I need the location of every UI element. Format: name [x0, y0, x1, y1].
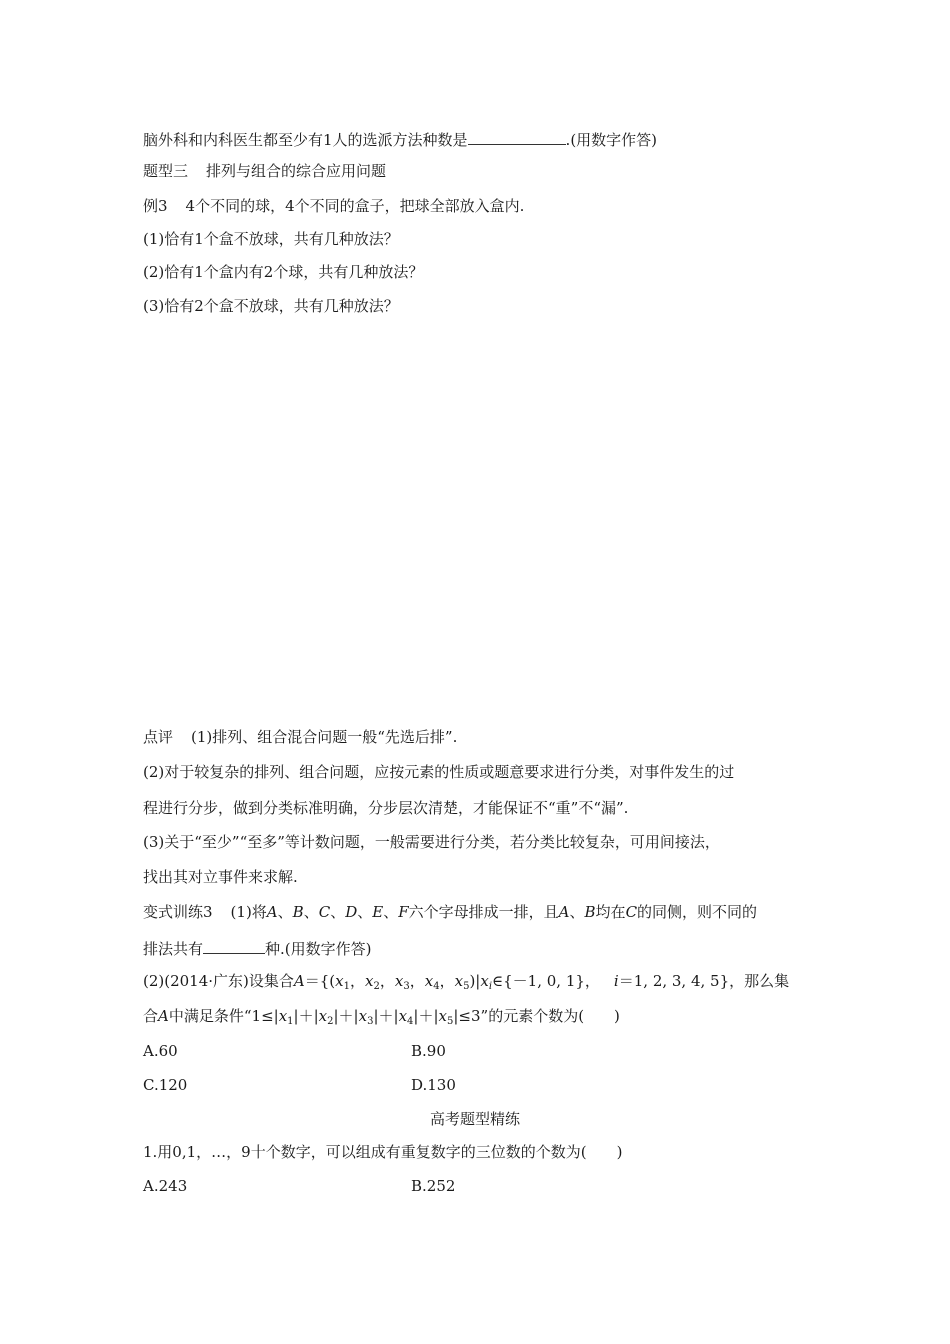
var-x: x: [398, 1007, 408, 1025]
text-run: 均在: [595, 903, 626, 921]
text-run: 合: [143, 1007, 159, 1025]
variant-3-q1-line1: [143, 902, 757, 922]
review-p2b: 程进行分步，做到分类标准明确，分步层次清楚，才能保证不“重”不“漏”.: [143, 799, 629, 817]
example-label: 例3: [143, 197, 168, 215]
var-x: x: [318, 1007, 328, 1025]
fill-in-question-tail: [143, 128, 657, 150]
practice-heading: 高考题型精练: [429, 1110, 520, 1128]
letter-f: F: [398, 903, 409, 921]
text-run: 、: [569, 903, 585, 921]
review-p3b: 找出其对立事件来求解.: [143, 868, 298, 886]
text-run: |≤3”的元素个数为( ): [453, 1007, 620, 1025]
review-p3a: (3)关于“至少”“至多”等计数问题，一般需要进行分类，若分类比较复杂，可用间接法，: [143, 833, 720, 851]
subscript: i: [488, 981, 493, 992]
text-run: |＋|: [293, 1007, 319, 1025]
text-run: 种.(用数字作答): [265, 940, 372, 958]
text-run: )|: [469, 972, 481, 990]
text-run: ，: [379, 972, 395, 990]
text-run: ∈{－1, 0, 1}，: [492, 972, 600, 990]
example-text: 4个不同的球，4个不同的盒子，把球全部放入盒内.: [185, 197, 525, 215]
letter-c: C: [625, 903, 638, 921]
text-run: 排法共有: [143, 940, 204, 958]
answer-blank: [468, 128, 566, 145]
letter-b: B: [292, 903, 304, 921]
question-text: .(用数字作答): [565, 131, 658, 149]
example-3-q3: (3)恰有2个盒不放球，共有几种放法？: [143, 297, 399, 315]
text-run: ＝{(: [304, 972, 336, 990]
variant-3-q2-line1: [143, 971, 789, 997]
answer-blank: [203, 937, 265, 954]
text-run: 六个字母排成一排，且: [408, 903, 559, 921]
var-x: x: [335, 972, 344, 990]
text-run: |＋|: [413, 1007, 439, 1025]
var-x: x: [454, 972, 464, 990]
text-run: 、: [357, 903, 373, 921]
text-run: ，: [439, 972, 455, 990]
choice-c: C.120: [143, 1076, 188, 1094]
choice-b: B.90: [411, 1042, 446, 1060]
subscript: 1: [343, 981, 350, 992]
set-name: A: [158, 1007, 169, 1025]
text-run: ，: [409, 972, 425, 990]
example-3-q1: (1)恰有1个盒不放球，共有几种放法？: [143, 230, 399, 248]
example-3: [143, 196, 524, 216]
subscript: 4: [407, 1016, 414, 1027]
subscript: 3: [403, 981, 410, 992]
variant-3-q2-line2: [143, 1006, 620, 1032]
var-x: x: [365, 972, 374, 990]
text-run: 中满足条件“1≤|: [168, 1007, 279, 1025]
letter-e: E: [372, 903, 384, 921]
example-3-q2: (2)恰有1个盒内有2个球，共有几种放法？: [143, 263, 424, 281]
text-run: 的同侧，则不同的: [637, 903, 758, 921]
text-run: 、: [383, 903, 399, 921]
practice-choice-a: A.243: [143, 1177, 188, 1195]
practice-choice-b: B.252: [411, 1177, 456, 1195]
text-run: 、: [277, 903, 293, 921]
variant-3-q1-line2: [143, 937, 372, 959]
choice-d: D.130: [411, 1076, 456, 1094]
variant-label: 变式训练3: [143, 903, 213, 921]
letter-d: D: [345, 903, 358, 921]
subscript: 1: [287, 1016, 294, 1027]
var-x: x: [358, 1007, 368, 1025]
section-heading: 排列与组合的综合应用问题: [206, 162, 387, 180]
text-run: (2)(2014·广东)设集合: [143, 972, 294, 990]
var-x: x: [480, 972, 489, 990]
review-p1: [143, 727, 457, 747]
var-x: x: [424, 972, 434, 990]
letter-a: A: [266, 903, 278, 921]
subscript: 5: [463, 981, 470, 992]
set-name: A: [293, 972, 305, 990]
subscript: 5: [446, 1016, 454, 1027]
text-run: 、: [330, 903, 346, 921]
text-run: ，: [350, 972, 366, 990]
letter-c: C: [318, 903, 331, 921]
letter-b: B: [584, 903, 596, 921]
var-i: i: [613, 972, 619, 990]
subscript: 3: [367, 1016, 374, 1027]
text-run: ＝1, 2, 3, 4, 5}，那么集: [618, 972, 790, 990]
section-title: [143, 161, 386, 181]
choice-a: A.60: [143, 1042, 178, 1060]
text-run: 、: [303, 903, 319, 921]
subscript: 2: [327, 1016, 334, 1027]
review-label: 点评: [143, 728, 174, 746]
var-x: x: [438, 1007, 447, 1025]
subscript: 4: [433, 981, 440, 992]
letter-a: A: [558, 903, 570, 921]
var-x: x: [394, 972, 404, 990]
text-run: |＋|: [333, 1007, 359, 1025]
review-p2a: (2)对于较复杂的排列、组合问题，应按元素的性质或题意要求进行分类，对事件发生的过: [143, 763, 735, 781]
section-label: 题型三: [143, 162, 189, 180]
text-run: |＋|: [373, 1007, 399, 1025]
subscript: 2: [373, 981, 380, 992]
var-x: x: [278, 1007, 288, 1025]
question-text: 脑外科和内科医生都至少有1人的选派方法种数是: [143, 131, 468, 149]
practice-q1: 1.用0,1，…，9十个数字，可以组成有重复数字的三位数的个数为( ): [143, 1143, 623, 1161]
review-text: (1)排列、组合混合问题一般“先选后排”.: [191, 728, 458, 746]
text-run: (1)将: [230, 903, 267, 921]
